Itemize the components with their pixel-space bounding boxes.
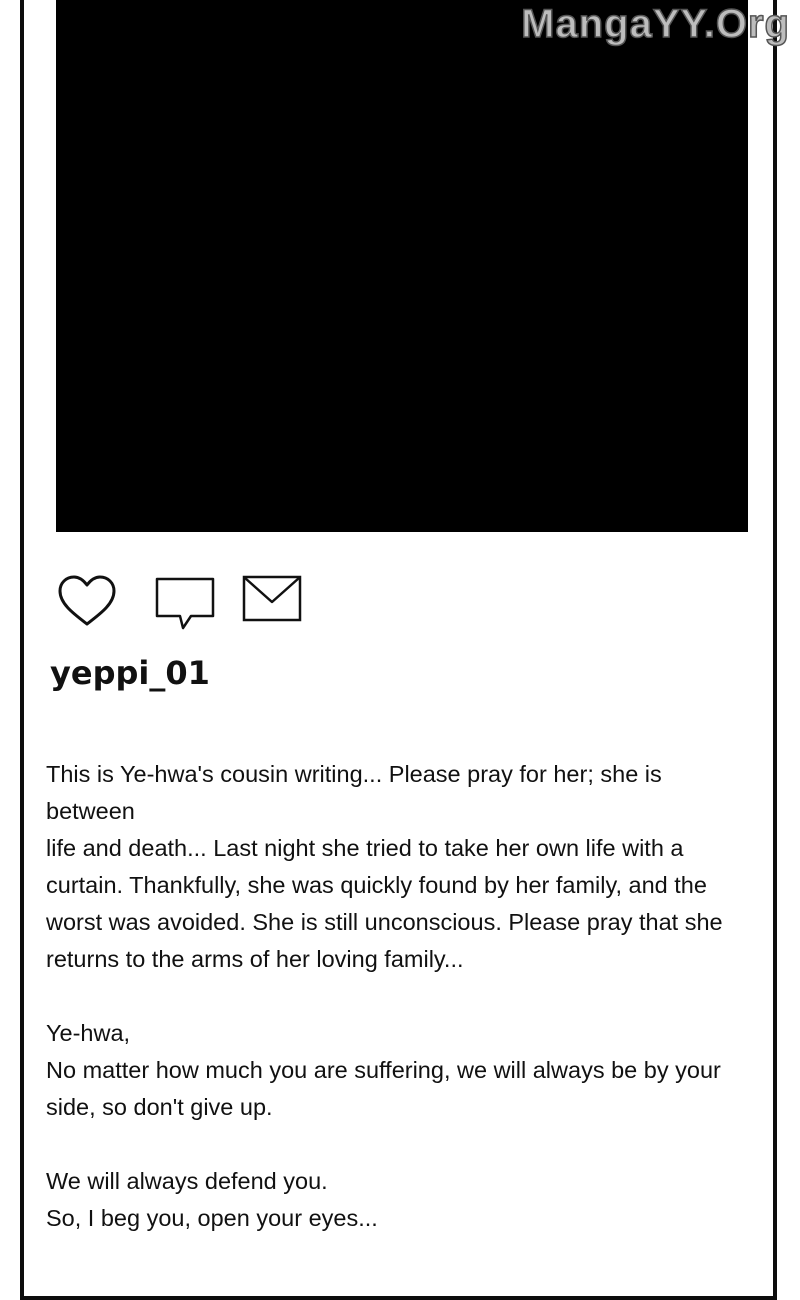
caption-spacer	[46, 1126, 746, 1163]
post-caption	[46, 756, 746, 1237]
comment-button[interactable]	[155, 576, 217, 634]
caption-line: returns to the arms of her loving family...	[46, 946, 464, 972]
envelope-icon	[242, 574, 304, 624]
like-button[interactable]	[56, 574, 118, 628]
caption-line: We will always defend you.	[46, 1168, 328, 1194]
share-button[interactable]	[242, 574, 304, 624]
caption-line: curtain. Thankfully, she was quickly found by her family, and the	[46, 872, 707, 898]
caption-line: No matter how much you are suffering, we will always be by your	[46, 1057, 721, 1083]
post-actions	[56, 574, 356, 630]
caption-line: life and death... Last night she tried to take her own life with a	[46, 835, 684, 861]
caption-line: side, so don't give up.	[46, 1094, 273, 1120]
caption-line: This is Ye-hwa's cousin writing... Please pray for her; she is between	[46, 761, 662, 824]
post-username[interactable]: yeppi_01	[50, 654, 210, 692]
caption-line: So, I beg you, open your eyes...	[46, 1205, 378, 1231]
heart-icon	[56, 574, 118, 628]
caption-spacer	[46, 978, 746, 1015]
watermark: MangaYY.Org	[521, 2, 790, 46]
speech-bubble-icon	[155, 576, 217, 634]
caption-line: Ye-hwa,	[46, 1020, 131, 1046]
post-image[interactable]	[56, 0, 748, 532]
caption-line: worst was avoided. She is still unconscious. Please pray that she	[46, 909, 723, 935]
